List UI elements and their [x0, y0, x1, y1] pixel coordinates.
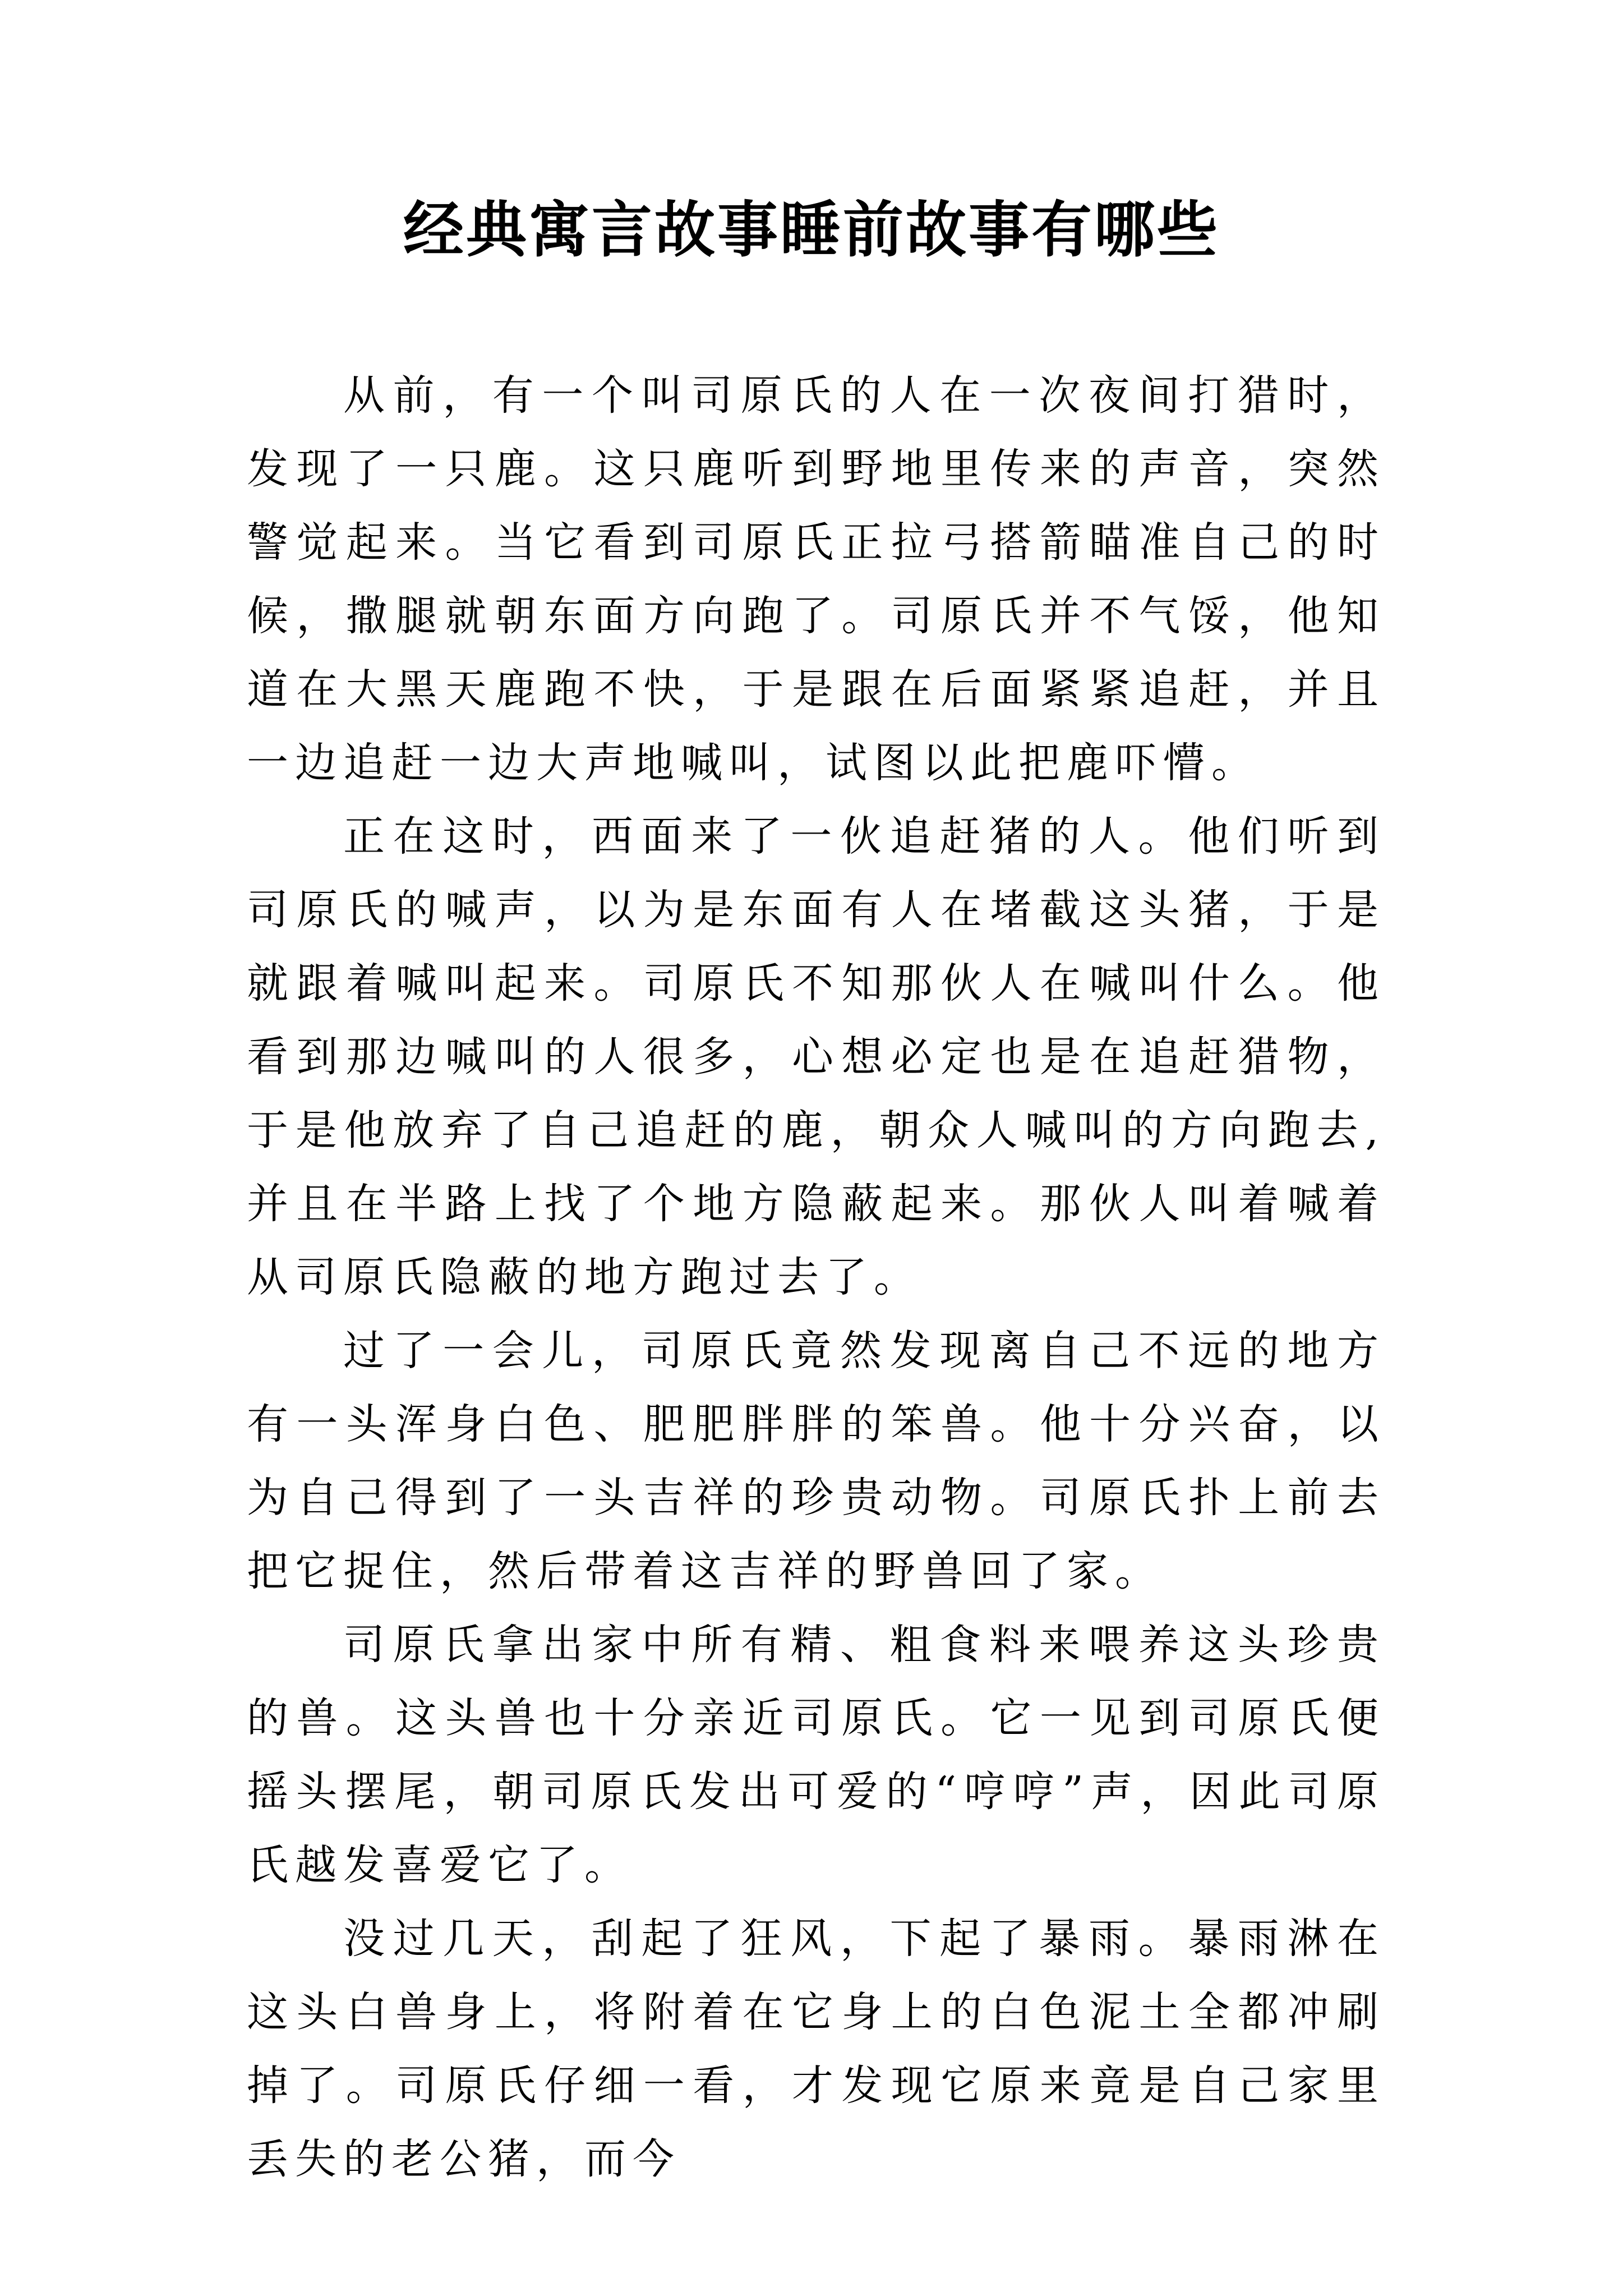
paragraph: 没过几天，刮起了狂风，下起了暴雨。暴雨淋在这头白兽身上，将附着在它身上的白色泥土全都冲刷掉了。司原氏仔细一看，才发现它原来竟是自己家里丢失的老公猪，而今 [247, 1915, 1385, 2183]
paragraph: 正在这时，西面来了一伙追赶猪的人。他们听到司原氏的喊声，以为是东面有人在堵截这头猪，于是就跟着喊叫起来。司原氏不知那伙人在喊叫什么。他看到那边喊叫的人很多，心想必定也是在追赶猎物，于是他放弃了自己追赶的鹿，朝众人喊叫的方向跑去,并且在半路上找了个地方隐蔽起来。那伙人叫着喊着从司原氏隐蔽的地方跑过去了。 [247, 812, 1385, 1301]
document-title: 经典寓言故事睡前故事有哪些 [403, 195, 1220, 265]
paragraph: 司原氏拿出家中所有精、粗食料来喂养这头珍贵的兽。这头兽也十分亲近司原氏。它一见到司原氏便摇头摆尾，朝司原氏发出可爱的“哼哼”声，因此司原氏越发喜爱它了。 [247, 1621, 1385, 1889]
document-body [247, 359, 1385, 2196]
paragraph: 过了一会儿，司原氏竟然发现离自己不远的地方有一头浑身白色、肥肥胖胖的笨兽。他十分兴奋，以为自己得到了一头吉祥的珍贵动物。司原氏扑上前去把它捉住，然后带着这吉祥的野兽回了家。 [247, 1327, 1385, 1595]
paragraph: 从前，有一个叫司原氏的人在一次夜间打猎时，发现了一只鹿。这只鹿听到野地里传来的声音，突然警觉起来。当它看到司原氏正拉弓搭箭瞄准自己的时候，撒腿就朝东面方向跑了。司原氏并不气馁，他知道在大黑天鹿跑不快，于是跟在后面紧紧追赶，并且一边追赶一边大声地喊叫，试图以此把鹿吓懵。 [247, 371, 1385, 787]
